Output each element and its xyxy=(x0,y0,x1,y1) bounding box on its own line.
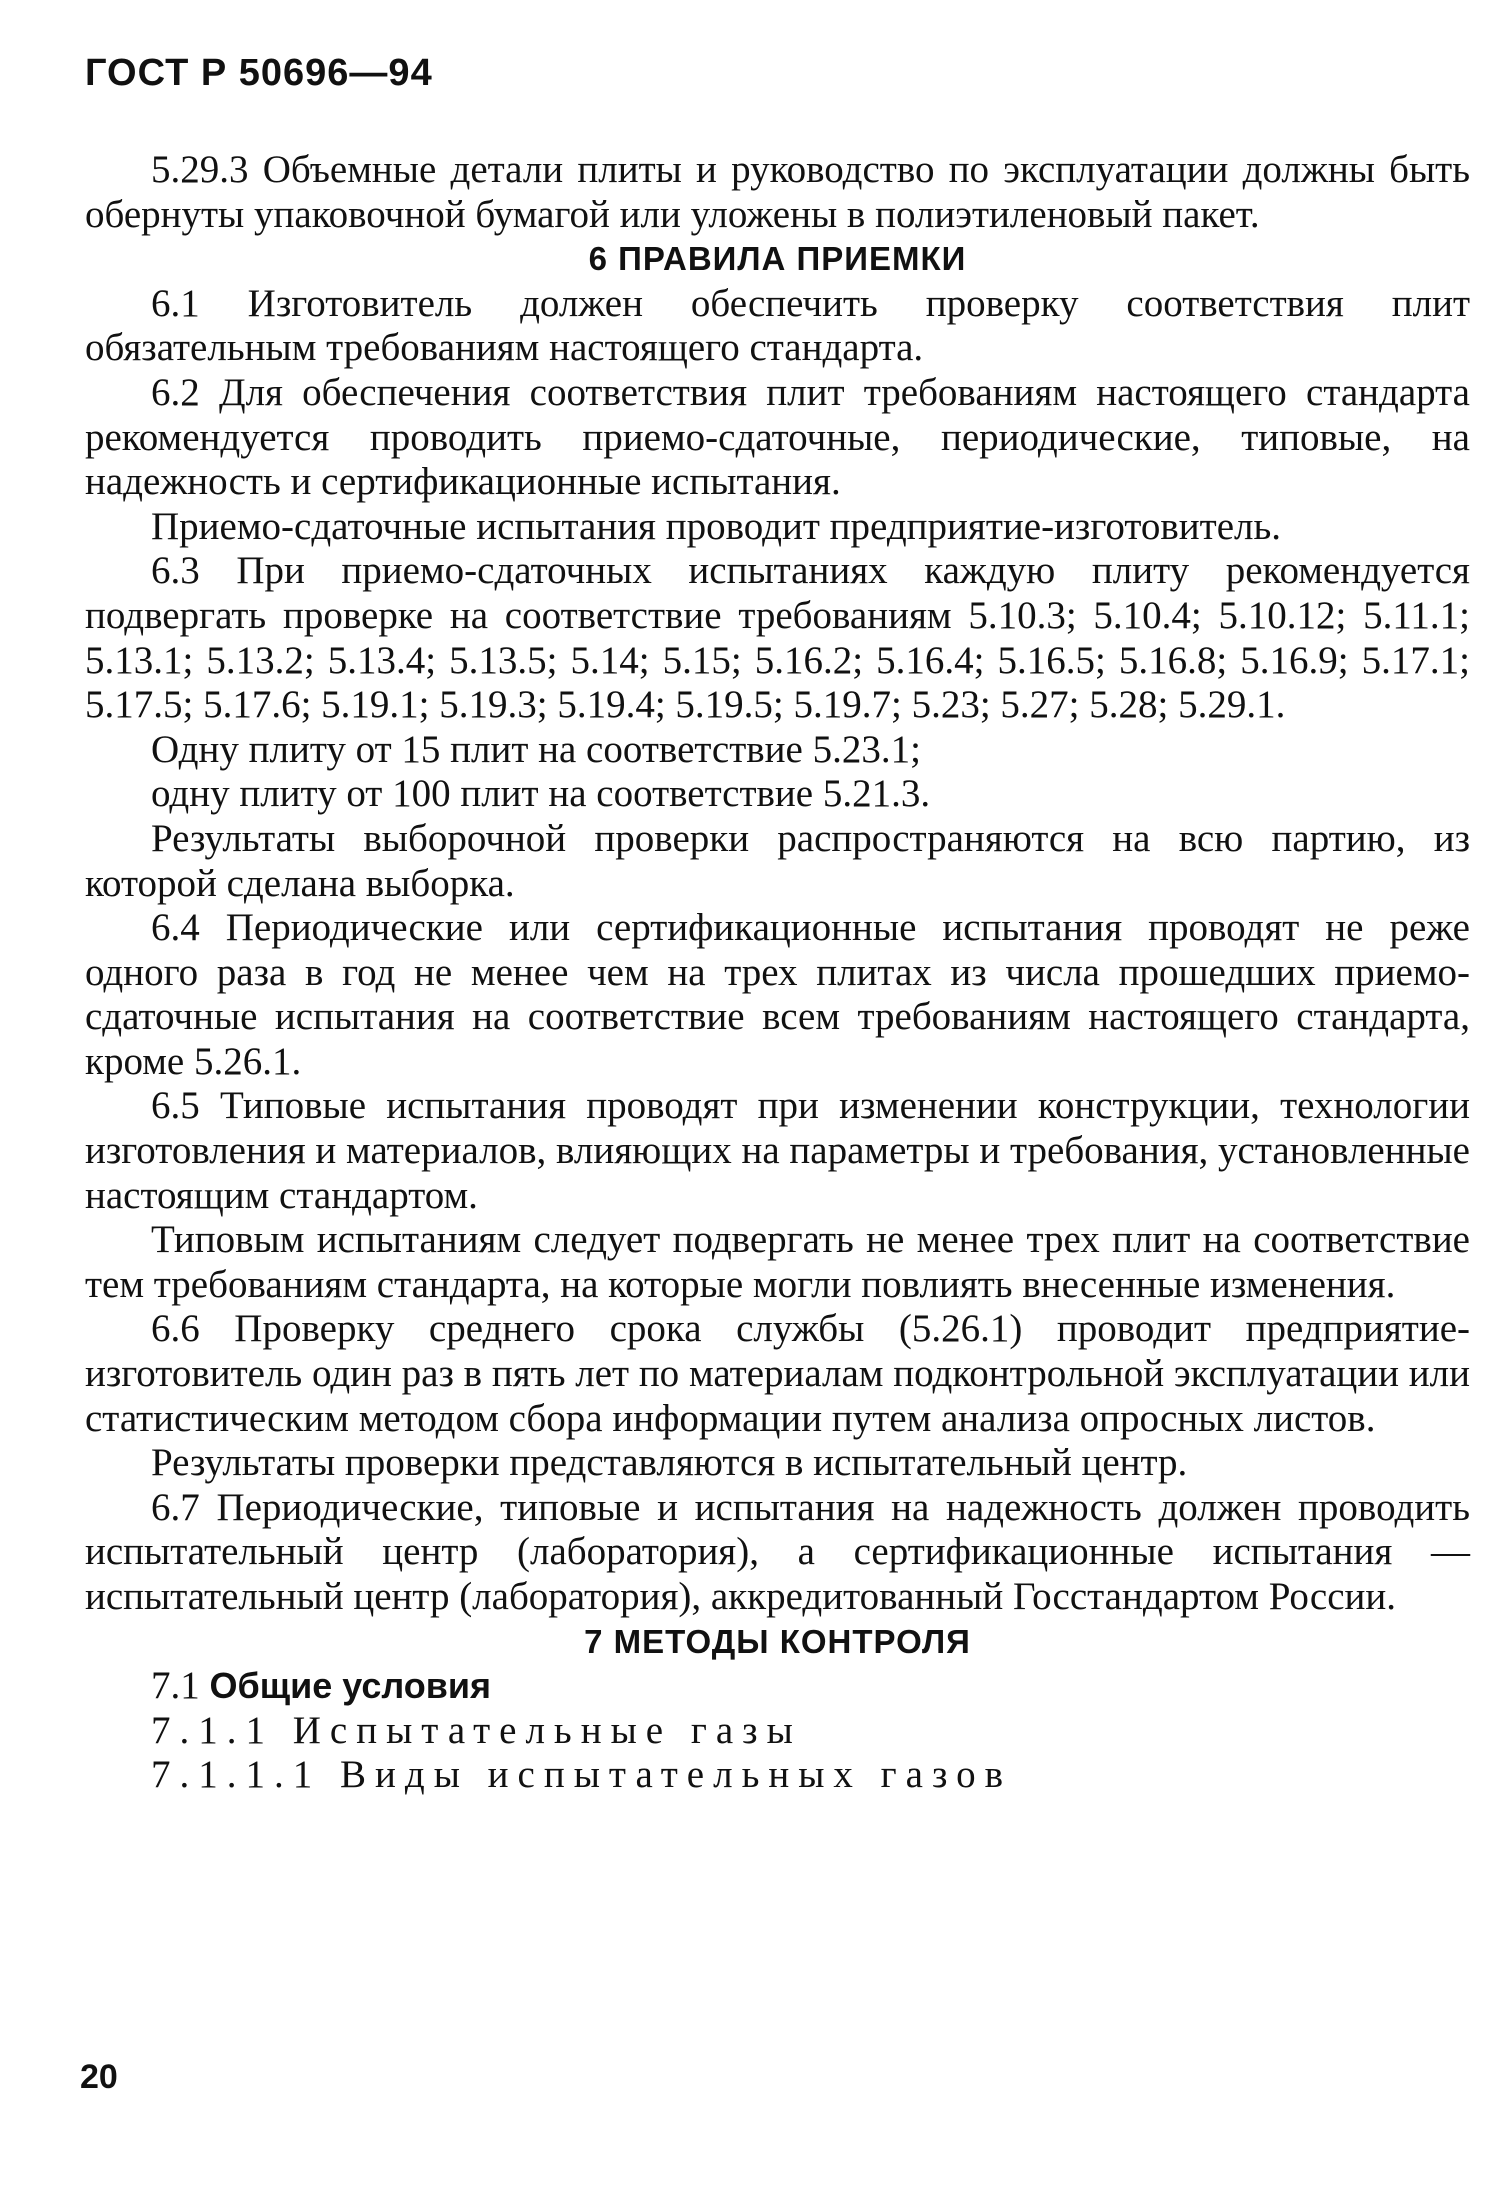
section-heading-7: 7 МЕТОДЫ КОНТРОЛЯ xyxy=(584,1622,971,1660)
paragraph-6-3-d: Результаты выборочной проверки распространяются на всю партию, из которой сделана выборка. xyxy=(85,816,1470,905)
paragraph-6-5: 6.5 Типовые испытания проводят при изменении конструкции, технологии изготовления и материалов, влияющих на параметры и требования, установленные настоящим стандартом. xyxy=(85,1084,1470,1217)
paragraph-6-6: 6.6 Проверку среднего срока службы (5.26.1) проводит предприятие-изготовитель один раз в пять лет по материалам подконтрольной эксплуатации или статистическим методом сбора информации путем анализа опросных листов. xyxy=(85,1307,1470,1440)
page-body xyxy=(85,148,1470,1798)
paragraph-6-2: 6.2 Для обеспечения соответствия плит требованиям настоящего стандарта рекомендуется проводить приемо-сдаточные, периодические, типовые, на надежность и сертификационные испытания. xyxy=(85,370,1470,504)
paragraph-6-3: 6.3 При приемо-сдаточных испытаниях каждую плиту рекомендуется подвергать проверке на соответствие требованиям 5.10.3; 5.10.4; 5.10.12; 5.11.1; 5.13.1; 5.13.2; 5.13.4; 5.13.5; 5.14; 5.15; 5.16.2; 5.16.4; 5.16.5; 5.16.8; 5.16.9; 5.17.1; 5.17.5; 5.17.6; 5.19.1; 5.19.3; 5.19.4; 5.19.5; 5.19.7; 5.23; 5.27; 5.28; 5.29.1. xyxy=(85,549,1470,727)
paragraph-6-3-c: одну плиту от 100 плит на соответствие 5.21.3. xyxy=(151,772,931,816)
paragraph-6-6-b: Результаты проверки представляются в испытательный центр. xyxy=(151,1441,1188,1485)
section-heading-6: 6 ПРАВИЛА ПРИЕМКИ xyxy=(588,240,967,278)
paragraph-5-29-3: 5.29.3 Объемные детали плиты и руководство по эксплуатации должны быть обернуты упаковочной бумагой или уложены в полиэтиленовый пакет. xyxy=(85,148,1470,236)
document-code-header: ГОСТ Р 50696—94 xyxy=(85,52,433,94)
subsection-7-1-title: Общие условия xyxy=(209,1665,492,1707)
page-number: 20 xyxy=(80,2058,118,2096)
subsection-7-1-1: 7.1.1 Испытательные газы xyxy=(151,1708,802,1752)
paragraph-6-2-b: Приемо-сдаточные испытания проводит предприятие-изготовитель. xyxy=(151,504,1282,548)
paragraph-6-3-b: Одну плиту от 15 плит на соответствие 5.23.1; xyxy=(151,727,921,771)
paragraph-6-4: 6.4 Периодические или сертификационные испытания проводят не реже одного раза в год не менее чем на трех плитах из числа прошедших приемо-сдаточные испытания на соответствие всем требованиям настоящего стандарта, кроме 5.26.1. xyxy=(85,906,1470,1083)
paragraph-6-7: 6.7 Периодические, типовые и испытания на надежность должен проводить испытательный центр (лаборатория), а сертификационные испытания — испытательный центр (лаборатория), аккредитованный Госстандартом России. xyxy=(85,1485,1470,1618)
subsection-7-1-number: 7.1 xyxy=(151,1664,200,1708)
subsection-7-1-1-1: 7.1.1.1 Виды испытательных газов xyxy=(151,1753,1013,1797)
subsection-7-1 xyxy=(85,1664,1470,1709)
paragraph-6-1: 6.1 Изготовитель должен обеспечить проверку соответствия плит обязательным требованиям настоящего стандарта. xyxy=(85,281,1470,370)
paragraph-6-5-b: Типовым испытаниям следует подвергать не менее трех плит на соответствие тем требованиям стандарта, на которые могли повлиять внесенные изменения. xyxy=(85,1218,1470,1306)
